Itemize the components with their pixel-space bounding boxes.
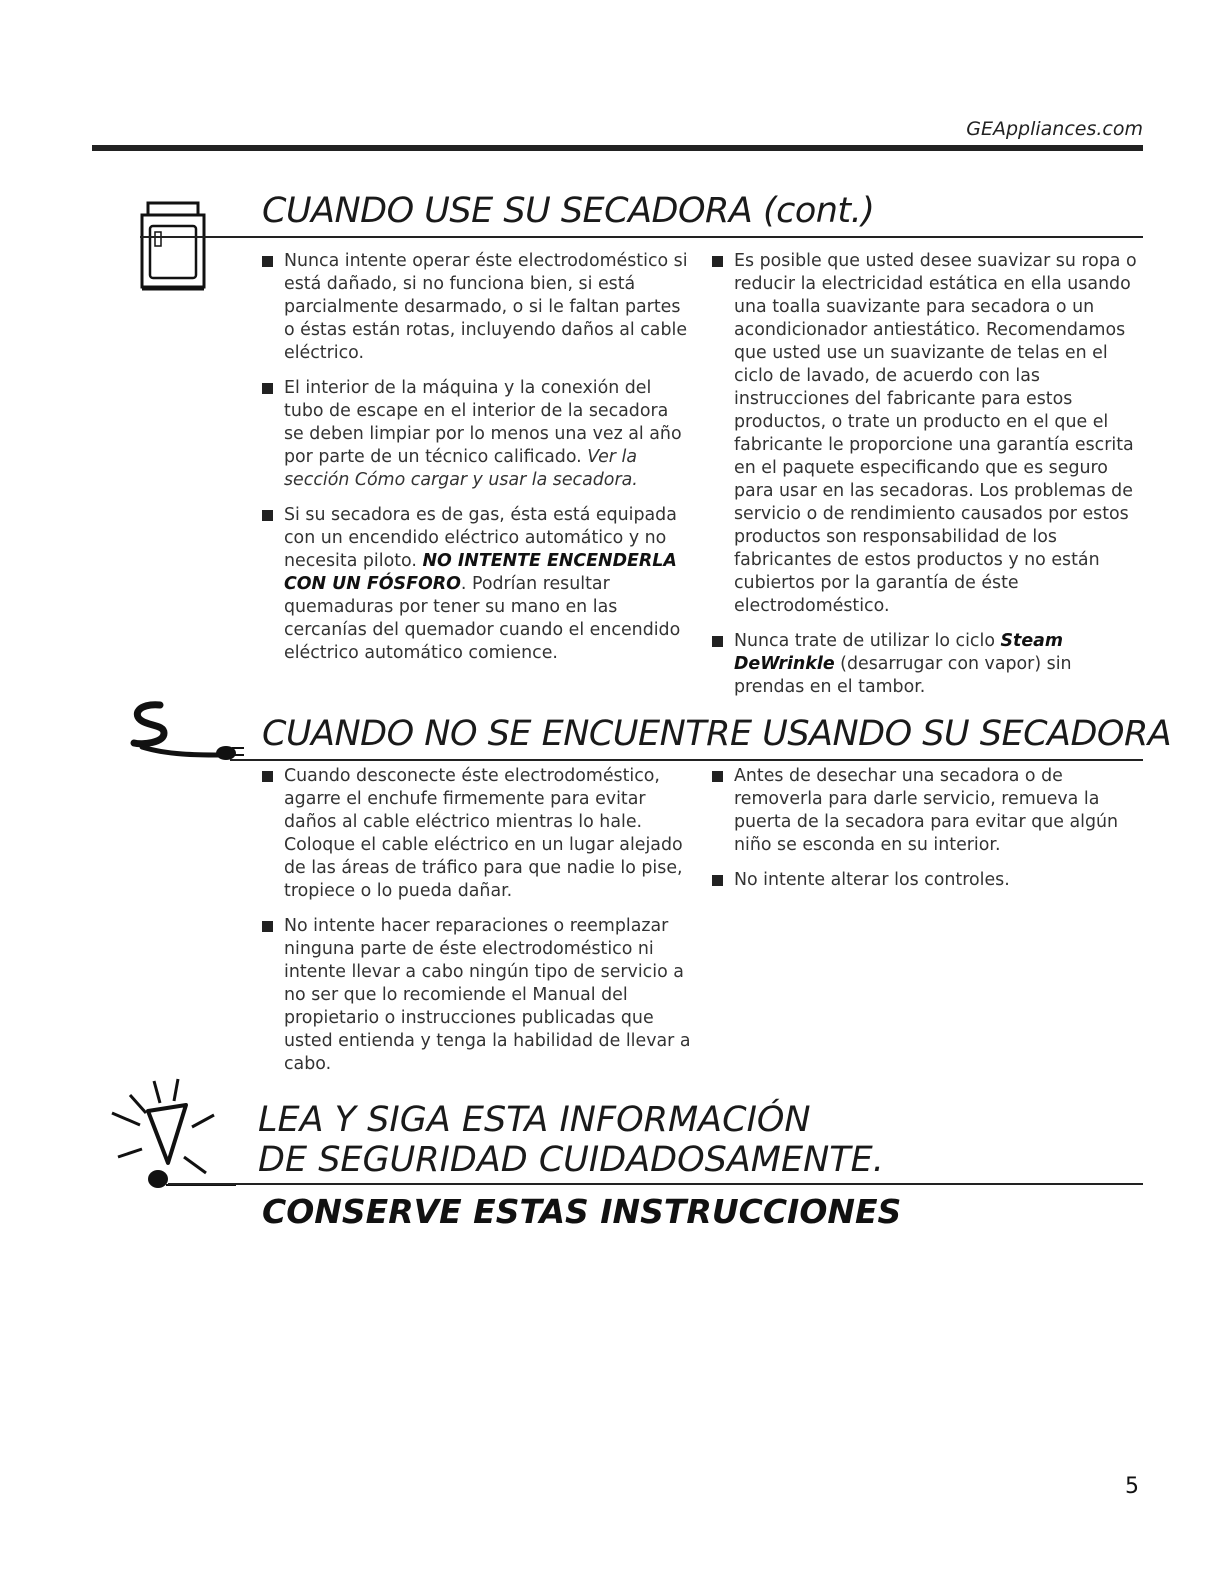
section-rule <box>168 1183 1143 1185</box>
section1-right-column <box>712 250 1144 711</box>
cycle-name: Steam DeWrinkle <box>734 631 1063 674</box>
dryer-icon <box>140 200 206 292</box>
page-number: 5 <box>1125 1474 1139 1499</box>
list-item: Es posible que usted desee suavizar su ropa o reducir la electricidad estática en ella usando una toalla suavizante para secadora o un acondicionador antiestático. Recomendamos que usted use un suavizante de telas en el ciclo de lavado, de acuerdo con las instrucciones del fabricante para estos productos, o trate un producto en el que el fabricante le proporcione una garantía escrita en el paquete especificando que es seguro para usar en las secadoras. Los problemas de servicio o de rendimiento causados por estos productos son responsabilidad de los fabricantes de estos productos y no están cubiertos por la garantía de éste electrodoméstico. <box>712 250 1144 618</box>
exclamation-warning-icon <box>108 1075 238 1197</box>
section2-right-column <box>712 765 1142 904</box>
warning-emphasis: NO INTENTE ENCENDERLA CON UN FÓSFORO <box>284 551 677 594</box>
list-item: No intente hacer reparaciones o reemplazar ninguna parte de éste electrodoméstico ni intente llevar a cabo ningún tipo de servicio a no ser que lo recomiende el Manual del propietario o instrucciones publicadas que usted entienda y tenga la habilidad de llevar a cabo. <box>262 915 692 1076</box>
list-item: Si su secadora es de gas, ésta está equipada con un encendido eléctrico automático y no necesita piloto. NO INTENTE ENCENDERLA CON UN FÓSFORO. Podrían resultar quemaduras por tener su mano en las cercanías del quemador cuando el encendido eléctrico automático comience. <box>262 504 692 665</box>
list-item: No intente alterar los controles. <box>712 869 1142 892</box>
warning-heading-line1: LEA Y SIGA ESTA INFORMACIÓN <box>258 1100 811 1140</box>
section1-left-column <box>262 250 692 677</box>
section-rule <box>230 759 1143 761</box>
list-item: Antes de desechar una secadora o de removerla para darle servicio, remueva la puerta de la secadora para evitar que algún niño se esconda en su interior. <box>712 765 1142 857</box>
section-rule <box>140 236 1143 238</box>
section-title-using-dryer: CUANDO USE SU SECADORA (cont.) <box>262 191 875 231</box>
list-item: Cuando desconecte éste electrodoméstico, agarre el enchufe firmemente para evitar daños al cable eléctrico mientras lo hale. Coloque el cable eléctrico en un lugar alejado de las áreas de tráfico para que nadie lo pise, tropiece o lo pueda dañar. <box>262 765 692 903</box>
list-item: Nunca trate de utilizar lo ciclo Steam DeWrinkle (desarrugar con vapor) sin prendas en el tambor. <box>712 630 1144 699</box>
section-title-not-using-dryer: CUANDO NO SE ENCUENTRE USANDO SU SECADORA <box>262 714 1172 754</box>
site-url: GEAppliances.com <box>966 118 1143 140</box>
keep-instructions-heading: CONSERVE ESTAS INSTRUCCIONES <box>262 1192 902 1231</box>
section2-left-column <box>262 765 692 1088</box>
list-item: El interior de la máquina y la conexión del tubo de escape en el interior de la secadora se deben limpiar por lo menos una vez al año por parte de un técnico calificado. Ver la sección Cómo cargar y usar la secadora. <box>262 377 692 492</box>
warning-heading-line2: DE SEGURIDAD CUIDADOSAMENTE. <box>258 1140 884 1180</box>
power-plug-icon <box>128 697 246 761</box>
list-item: Nunca intente operar éste electrodoméstico si está dañado, si no funciona bien, si está parcialmente desarmado, o si le faltan partes o éstas están rotas, incluyendo daños al cable eléctrico. <box>262 250 692 365</box>
italic-reference: Ver la sección Cómo cargar y usar la secadora. <box>284 447 638 490</box>
header-rule <box>92 145 1143 151</box>
